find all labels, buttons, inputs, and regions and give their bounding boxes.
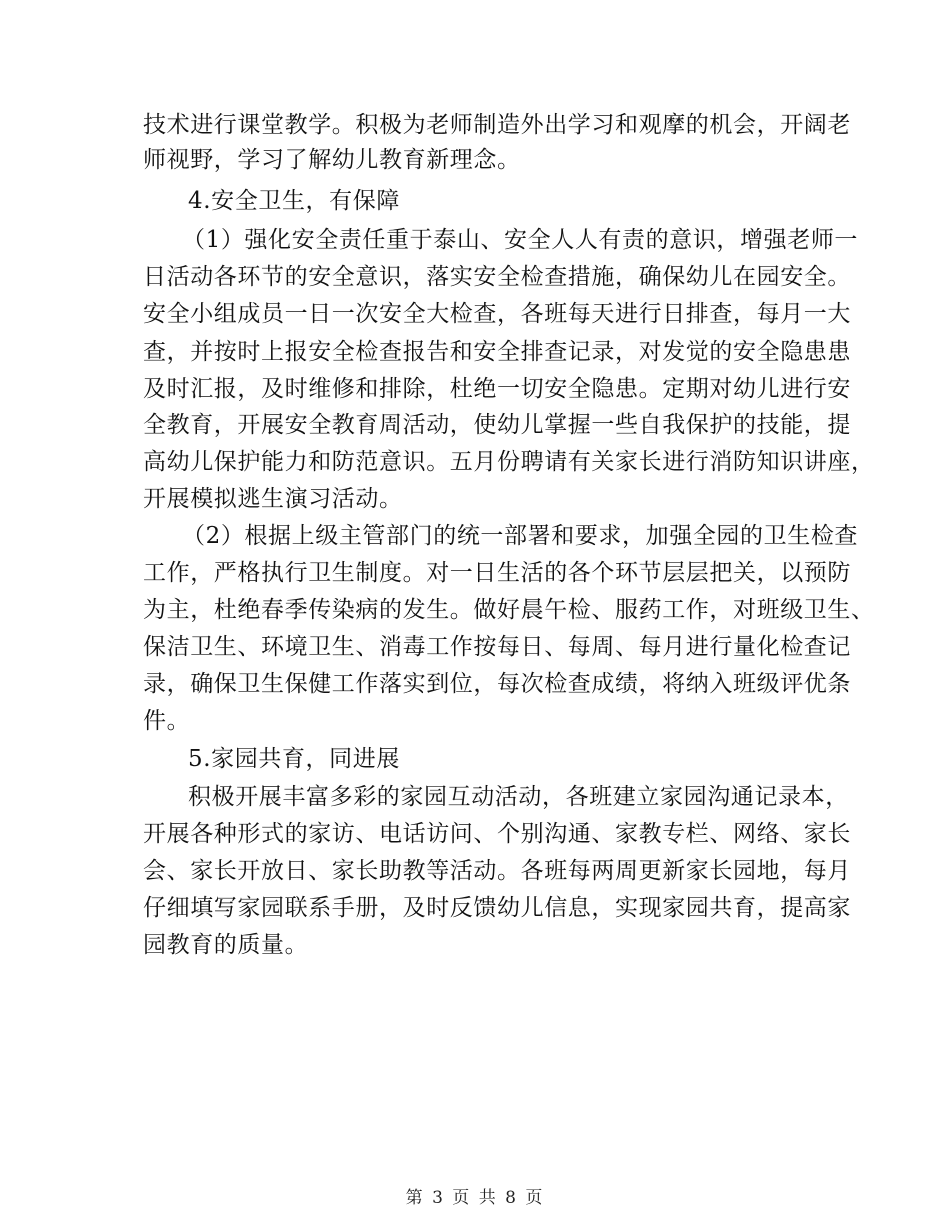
paragraph-line: （2）根据上级主管部门的统一部署和要求，加强全园的卫生检查: [182, 523, 859, 549]
paragraph-line: 查，并按时上报安全检查报告和安全排查记录，对发觉的安全隐患患: [143, 339, 851, 365]
paragraph-line: 安全小组成员一日一次安全大检查，各班每天进行日排查，每月一大: [143, 301, 851, 327]
paragraph-line: 会、家长开放日、家长助教等活动。各班每两周更新家长园地，每月: [143, 858, 851, 884]
paragraph-line: 师视野，学习了解幼儿教育新理念。: [143, 147, 521, 173]
paragraph-line: 技术进行课堂教学。积极为老师制造外出学习和观摩的机会，开阔老: [143, 112, 851, 138]
paragraph-line: 及时汇报，及时维修和排除，杜绝一切安全隐患。定期对幼儿进行安: [143, 376, 851, 402]
paragraph-line: （1）强化安全责任重于泰山、安全人人有责的意识，增强老师一: [182, 227, 859, 253]
paragraph-line: 保洁卫生、环境卫生、消毒工作按每日、每周、每月进行量化检查记: [143, 634, 851, 660]
paragraph-line: 为主，杜绝春季传染病的发生。做好晨午检、服药工作，对班级卫生、: [143, 597, 875, 623]
paragraph-line: 开展各种形式的家访、电话访问、个别沟通、家教专栏、网络、家长: [143, 821, 851, 847]
paragraph-line: 工作，严格执行卫生制度。对一日生活的各个环节层层把关，以预防: [143, 560, 851, 586]
page-number-footer: 第 3 页 共 8 页: [405, 1188, 545, 1208]
paragraph-line: 开展模拟逃生演习活动。: [143, 486, 403, 512]
paragraph-line: 日活动各环节的安全意识，落实安全检查措施，确保幼儿在园安全。: [143, 264, 851, 290]
section-heading-safety: 4.安全卫生，有保障: [188, 188, 400, 214]
paragraph-line: 件。: [143, 708, 191, 734]
paragraph-line: 全教育，开展安全教育周活动，使幼儿掌握一些自我保护的技能，提: [143, 412, 851, 438]
paragraph-line: 录，确保卫生保健工作落实到位，每次检查成绩，将纳入班级评优条: [143, 671, 851, 697]
paragraph-line: 仔细填写家园联系手册，及时反馈幼儿信息，实现家园共育，提高家: [143, 895, 851, 921]
section-heading-home-school: 5.家园共育，同进展: [188, 746, 400, 772]
paragraph-line: 园教育的质量。: [143, 932, 309, 958]
paragraph-line: 高幼儿保护能力和防范意识。五月份聘请有关家长进行消防知识讲座，: [143, 449, 875, 475]
paragraph-line: 积极开展丰富多彩的家园互动活动，各班建立家园沟通记录本，: [188, 784, 849, 810]
